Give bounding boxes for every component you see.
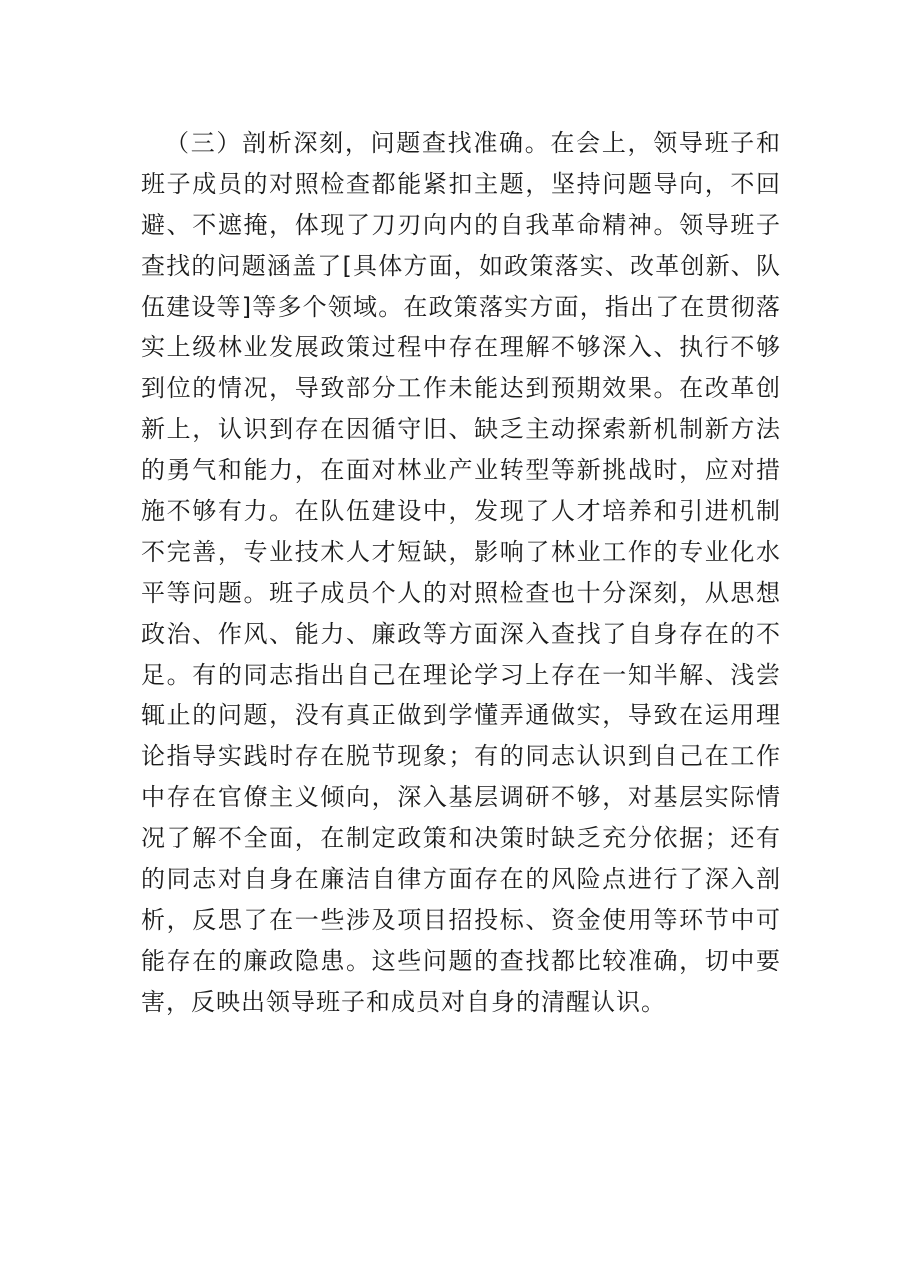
paragraph	[141, 123, 781, 1023]
paragraph-line: 足。有的同志指出自己在理论学习上存在一知半解、浅尝	[141, 660, 781, 689]
paragraph-line: 伍建设等]等多个领域。在政策落实方面，指出了在贯彻落	[141, 292, 781, 321]
paragraph-line: 不完善，专业技术人才短缺，影响了林业工作的专业化水	[141, 537, 781, 566]
paragraph-line: （三）剖析深刻，问题查找准确。在会上，领导班子和	[165, 129, 781, 157]
paragraph-line: 况了解不全面，在制定政策和决策时缺乏充分依据；还有	[141, 824, 781, 853]
paragraph-line: 新上，认识到存在因循守旧、缺乏主动探索新机制新方法	[141, 415, 781, 444]
paragraph-line: 析，反思了在一些涉及项目招投标、资金使用等环节中可	[141, 905, 781, 934]
paragraph-line: 的勇气和能力，在面对林业产业转型等新挑战时，应对措	[141, 456, 781, 485]
paragraph-line: 害，反映出领导班子和成员对自身的清醒认识。	[141, 987, 666, 1016]
paragraph-line: 中存在官僚主义倾向，深入基层调研不够，对基层实际情	[141, 783, 781, 812]
paragraph-line: 能存在的廉政隐患。这些问题的查找都比较准确，切中要	[141, 946, 781, 975]
paragraph-line: 到位的情况，导致部分工作未能达到预期效果。在改革创	[141, 374, 781, 403]
paragraph-line: 查找的问题涵盖了[具体方面，如政策落实、改革创新、队	[141, 251, 781, 280]
paragraph-line: 平等问题。班子成员个人的对照检查也十分深刻，从思想	[141, 578, 781, 607]
paragraph-line: 的同志对自身在廉洁自律方面存在的风险点进行了深入剖	[141, 865, 781, 894]
paragraph-line: 班子成员的对照检查都能紧扣主题，坚持问题导向，不回	[141, 169, 781, 198]
paragraph-line: 政治、作风、能力、廉政等方面深入查找了自身存在的不	[141, 619, 781, 648]
paragraph-line: 实上级林业发展政策过程中存在理解不够深入、执行不够	[141, 333, 781, 362]
paragraph-line: 施不够有力。在队伍建设中，发现了人才培养和引进机制	[141, 497, 781, 526]
paragraph-line: 避、不遮掩，体现了刀刃向内的自我革命精神。领导班子	[141, 210, 781, 239]
paragraph-line: 辄止的问题，没有真正做到学懂弄通做实，导致在运用理	[141, 701, 781, 730]
paragraph-line: 论指导实践时存在脱节现象；有的同志认识到自己在工作	[141, 742, 781, 771]
